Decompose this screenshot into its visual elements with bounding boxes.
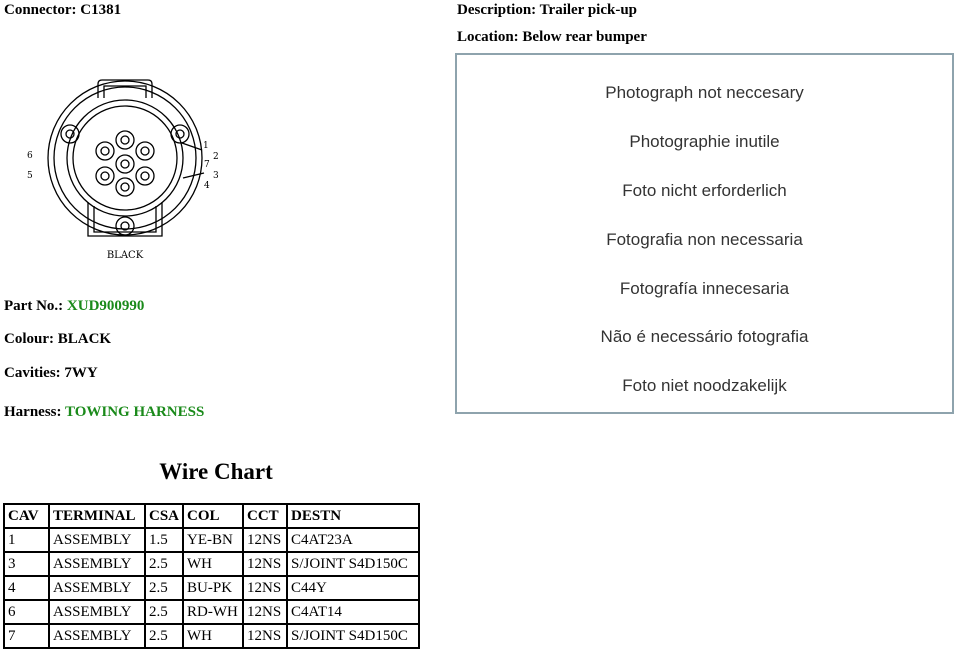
wire-chart-title: Wire Chart xyxy=(159,459,273,484)
cell-destn: C4AT14 xyxy=(288,601,418,623)
cell-cav: 1 xyxy=(5,529,48,551)
harness-link[interactable]: TOWING HARNESS xyxy=(64,404,205,420)
header-destn: DESTN xyxy=(288,505,418,527)
cell-destn: C44Y xyxy=(288,577,418,599)
pin-label-2: 2 xyxy=(213,152,219,162)
pin-label-7: 7 xyxy=(204,160,210,170)
cell-terminal: ASSEMBLY xyxy=(50,553,144,575)
pin-label-4: 4 xyxy=(204,181,210,191)
photo-notice-fr: Photographie inutile xyxy=(629,132,780,151)
cell-col: WH xyxy=(184,625,242,647)
cavities-field xyxy=(4,365,98,382)
cell-cav: 3 xyxy=(5,553,48,575)
table-row xyxy=(5,601,418,623)
pin-label-5: 5 xyxy=(27,171,33,181)
cell-col: BU-PK xyxy=(184,577,242,599)
colour-label: Colour: xyxy=(4,331,54,347)
cell-col: YE-BN xyxy=(184,529,242,551)
connector-pins xyxy=(96,131,154,196)
cell-destn: S/JOINT S4D150C xyxy=(288,625,418,647)
location-label: Location: xyxy=(457,29,519,45)
cell-cct: 12NS xyxy=(244,553,286,575)
cell-terminal: ASSEMBLY xyxy=(50,577,144,599)
cell-csa: 2.5 xyxy=(146,625,182,647)
cell-terminal: ASSEMBLY xyxy=(50,601,144,623)
description-value: Trailer pick-up xyxy=(539,2,638,18)
location-field xyxy=(457,29,647,46)
header-terminal: TERMINAL xyxy=(50,505,144,527)
description-field xyxy=(457,2,637,19)
photo-notice-es: Fotografía innecesaria xyxy=(619,279,790,298)
connector-field xyxy=(4,2,121,19)
pin-label-6: 6 xyxy=(27,151,33,161)
photo-notice-pt: Não é necessário fotografia xyxy=(600,327,809,346)
table-row xyxy=(5,625,418,647)
header-csa: CSA xyxy=(146,505,182,527)
cell-cct: 12NS xyxy=(244,529,286,551)
cell-cct: 12NS xyxy=(244,625,286,647)
wire-chart-table xyxy=(3,503,420,649)
cell-cav: 4 xyxy=(5,577,48,599)
photo-placeholder xyxy=(455,53,954,414)
location-value: Below rear bumper xyxy=(522,29,647,45)
cell-csa: 2.5 xyxy=(146,553,182,575)
cell-cav: 7 xyxy=(5,625,48,647)
cell-csa: 1.5 xyxy=(146,529,182,551)
photo-notice-nl: Foto niet noodzakelijk xyxy=(622,376,787,395)
photo-notice-en: Photograph not neccesary xyxy=(605,83,804,102)
harness-label: Harness: xyxy=(4,404,62,420)
pin-label-3: 3 xyxy=(213,171,219,181)
cell-cct: 12NS xyxy=(244,601,286,623)
cell-destn: C4AT23A xyxy=(288,529,418,551)
table-row xyxy=(5,529,418,551)
connector-label: Connector: xyxy=(4,2,77,18)
diagram-caption: BLACK xyxy=(106,250,144,261)
photo-notice-it: Fotografia non necessaria xyxy=(606,230,803,249)
part-no-label: Part No.: xyxy=(4,298,64,314)
cell-terminal: ASSEMBLY xyxy=(50,625,144,647)
table-row xyxy=(5,553,418,575)
cell-cav: 6 xyxy=(5,601,48,623)
cell-cct: 12NS xyxy=(244,577,286,599)
description-label: Description: xyxy=(457,2,537,18)
part-no-link[interactable]: XUD900990 xyxy=(66,298,145,314)
pin-label-1: 1 xyxy=(203,141,209,151)
cell-terminal: ASSEMBLY xyxy=(50,529,144,551)
cell-col: RD-WH xyxy=(184,601,242,623)
table-header-row xyxy=(5,505,418,527)
cavities-label: Cavities: xyxy=(4,365,61,381)
cell-destn: S/JOINT S4D150C xyxy=(288,553,418,575)
table-row xyxy=(5,577,418,599)
header-col: COL xyxy=(184,505,242,527)
harness-field xyxy=(4,404,204,421)
cell-csa: 2.5 xyxy=(146,577,182,599)
cell-col: WH xyxy=(184,553,242,575)
part-no-field xyxy=(4,298,144,315)
photo-notice-de: Foto nicht erforderlich xyxy=(622,181,787,200)
connector-value: C1381 xyxy=(80,2,122,18)
colour-field xyxy=(4,331,111,348)
cell-csa: 2.5 xyxy=(146,601,182,623)
header-cav: CAV xyxy=(5,505,48,527)
cavities-value: 7WY xyxy=(64,365,98,381)
connector-diagram xyxy=(20,78,230,268)
colour-value: BLACK xyxy=(57,331,112,347)
header-cct: CCT xyxy=(244,505,286,527)
